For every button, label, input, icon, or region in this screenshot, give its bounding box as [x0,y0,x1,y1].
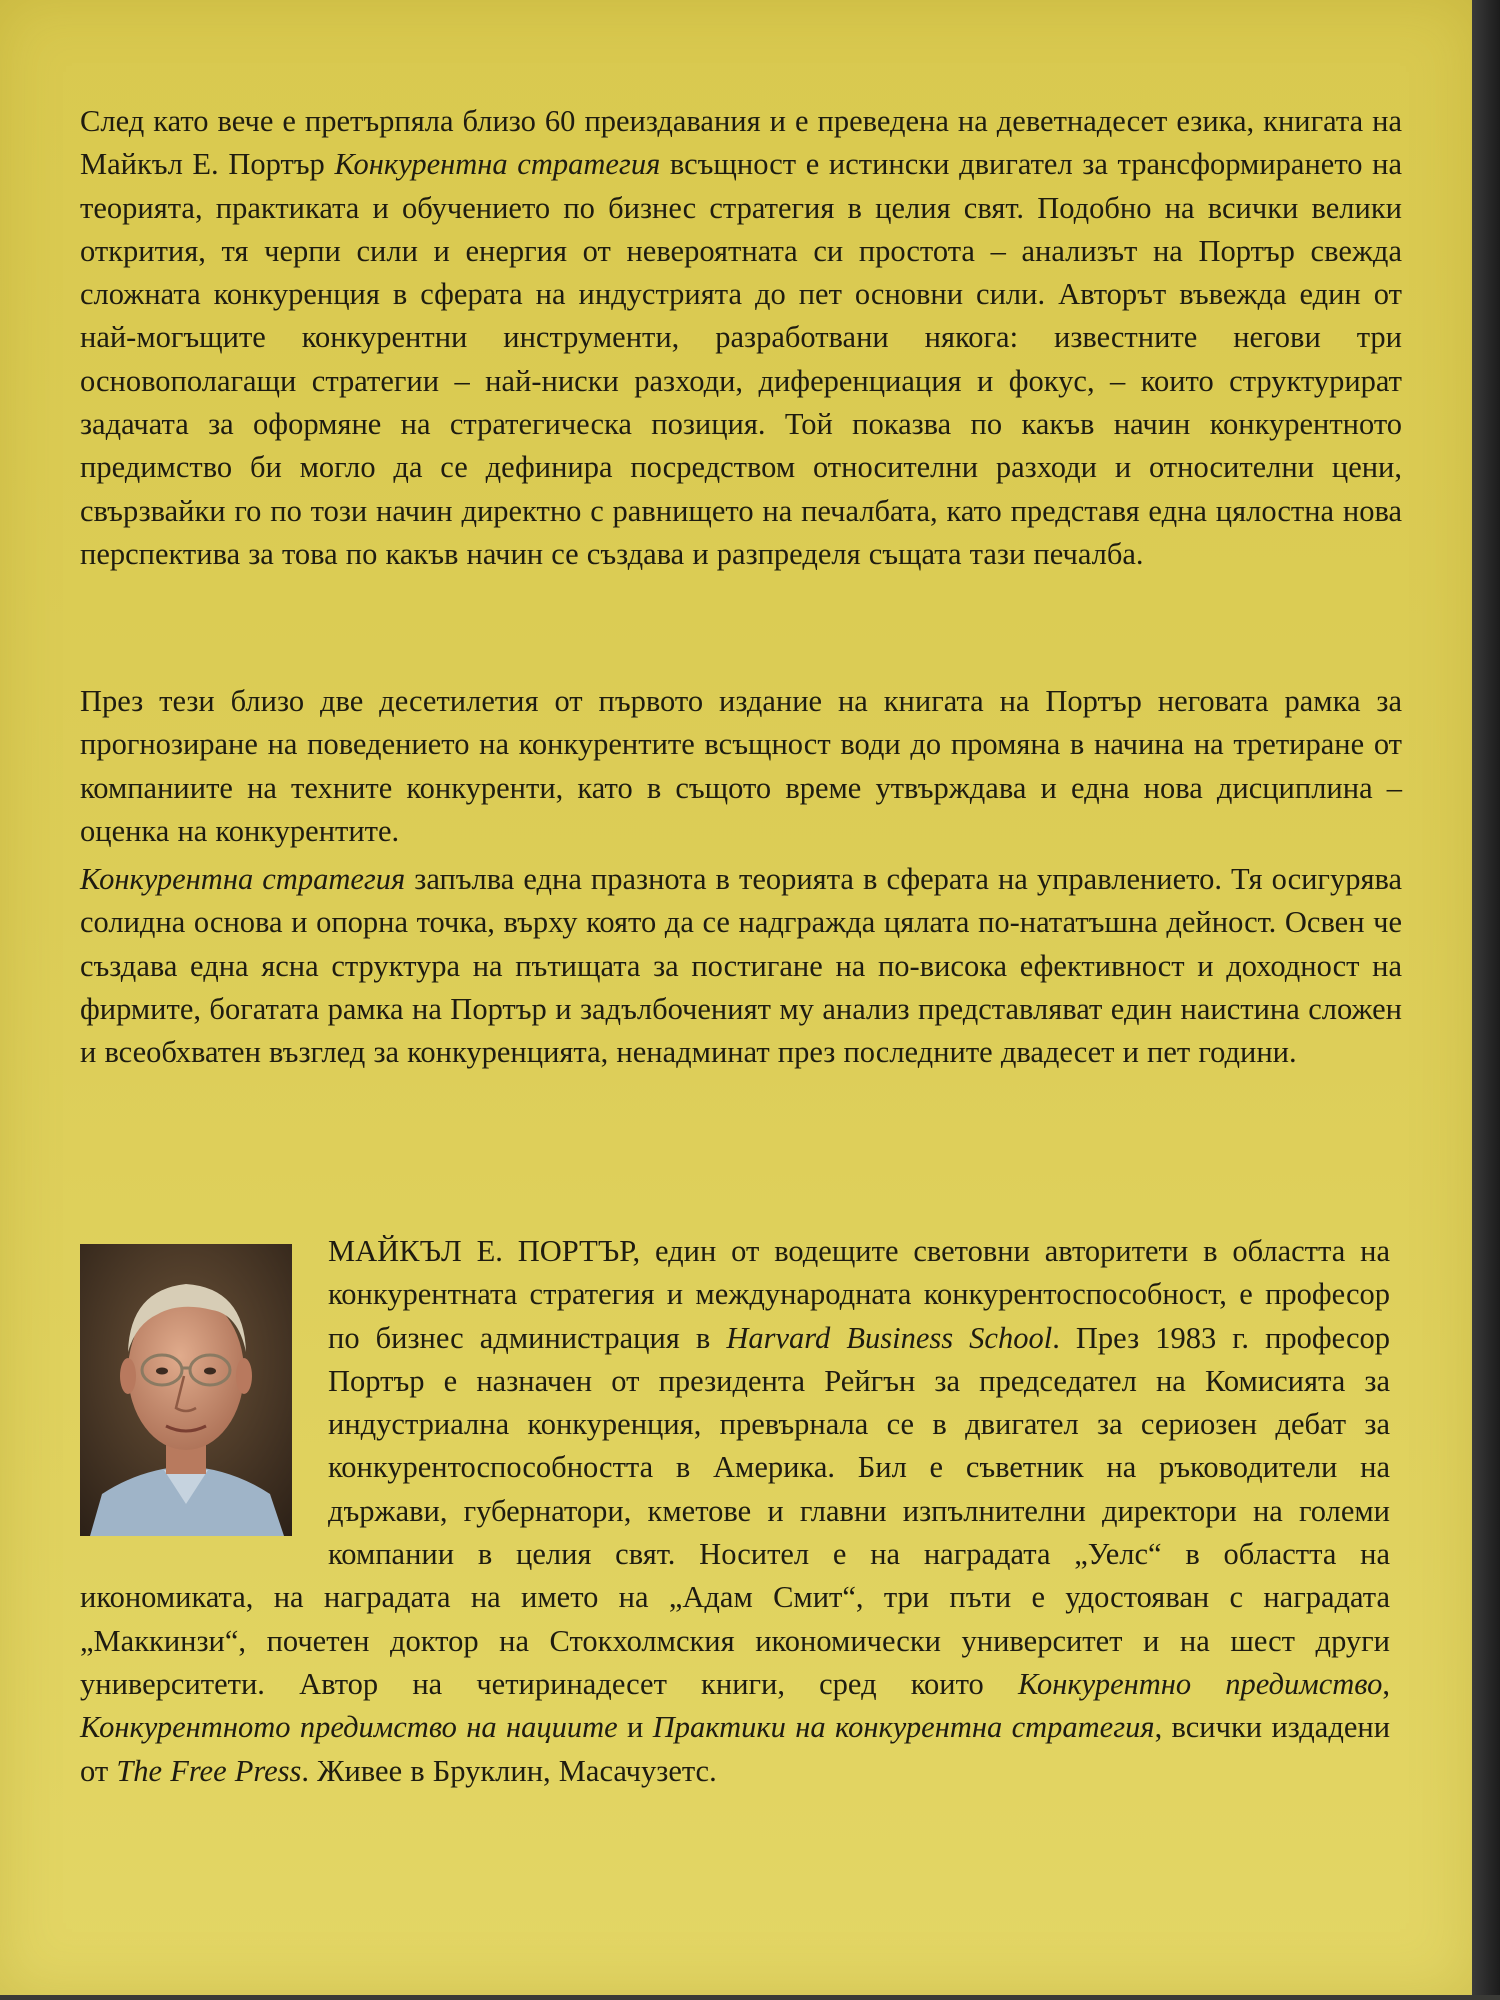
description-paragraph-3 [80,858,1402,1074]
separator-1: , [1382,1666,1390,1701]
description-paragraph-2 [80,680,1402,853]
school-name: Harvard Business School [726,1320,1053,1355]
bio-text-end: . Живее в Бруклин, Масачузетс. [301,1753,717,1788]
book-title-3: Практики на конкурентна стратегия [652,1710,1155,1745]
book-bottom-edge [0,1995,1500,2000]
book-spine-shadow [1472,0,1500,2000]
book-title-italic: Конкурентна стратегия [334,147,661,182]
paragraph-2-text: През тези близо две десетилетия от първото издание на книгата на Портър неговата рамка за прогнозиране на поведението на конкурентите всъщност води до промяна в начина на третиране от компаниите на техните конкуренти, като в същото време утвърждава и една нова дисциплина – оценка на конкурентите. [80,684,1402,848]
bio-text-publisher-lead: , всички издадени от [80,1710,1391,1788]
bio-text-middle: . През 1983 г. професор Портър е назначен от президента Рейгън за председател на Комисията за индустриална конкуренция, превърнала се в двигател за сериозен дебат за конкурентоспособността в Америка. Бил е съветник на ръководители на държави, губернатори, кметове и главни изпълнителни директори на големи компании в целия свят. Носител е на наградата „Уелс“ в областта на икономиката, на наградата на името на „Адам Смит“, три пъти е удостояван с наградата „Маккинзи“, почетен доктор на Стокхолмския икономически университет и на шест други университети. Автор на четиринадесет книги, сред които [80,1320,1390,1701]
book-title-2: Конкурентното предимство на нациите [80,1710,618,1745]
paragraph-3-text: запълва една празнота в теорията в сферата на управлението. Тя осигурява солидна основа и опорна точка, върху която да се надгражда цялата по-нататъшна дейност. Освен че създава една ясна структура на пътищата за постигане на по-висока ефективност и доходност на фирмите, богатата рамка на Портър и задълбоченият му анализ представляват един наистина сложен и всеобхватен възглед за конкуренцията, ненадминат през последните двадесет и пет години. [80,862,1403,1070]
author-photo [80,1244,292,1536]
book-title-1: Конкурентно предимство [1017,1666,1383,1701]
description-paragraph-1 [80,100,1402,576]
separator-2: и [617,1710,653,1745]
paragraph-1-text-end: всъщност е истински двигател за трансформирането на теорията, практиката и обучението по бизнес стратегия в целия свят. Подобно на всички велики открития, тя черпи сили и енергия от невероятната си простота – анализът на Портър свежда сложната конкуренция в сферата на индустрията до пет основни сили. Авторът въвежда един от най-могъщите конкурентни инструменти, разработвани някога: известните негови три основополагащи стратегии – най-ниски разходи, диференциация и фокус, – които структурират задачата за оформяне на стратегическа позиция. Той показва по какъв начин конкурентното предимство би могло да се дефинира посредством относителни разходи и относителни цени, свързвайки го по този начин директно с равнището на печалбата, като представя една цялостна нова перспектива за това по какъв начин се създава и разпределя същата тази печалба. [80,147,1402,571]
paragraph-1-text-start: След като вече е претърпяла близо 60 преиздавания и е преведена на деветнадесет езика, книгата на Майкъл Е. Портър [80,104,1402,182]
publisher-name: The Free Press [116,1753,302,1788]
book-title-italic: Конкурентна стратегия [80,862,406,896]
bio-text-start: МАЙКЪЛ Е. ПОРТЪР, един от водещите световни авторитети в областта на конкурентната стратегия и международната конкурентоспособност, е професор по бизнес администрация в [328,1234,1390,1355]
author-bio [80,1230,1390,1793]
